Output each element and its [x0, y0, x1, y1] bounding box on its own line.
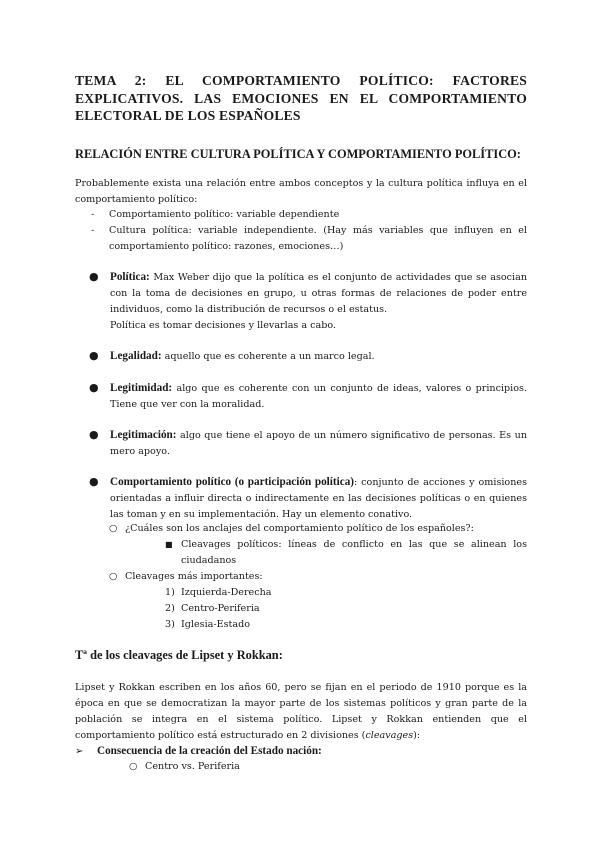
sub-item-cleavages-importantes: ○ Cleavages más importantes:	[125, 569, 527, 585]
bullet-dot-icon: ●	[89, 381, 99, 394]
term-legitimidad: Legitimidad:	[110, 382, 173, 394]
section-heading-lipset: Tª de los cleavages de Lipset y Rokkan:	[75, 648, 283, 662]
arrow-marker-icon: ➢	[75, 746, 84, 757]
sub-item-centro-periferia: ○ Centro vs. Periferia	[145, 759, 445, 775]
page-title: TEMA 2: EL COMPORTAMIENTO POLÍTICO: FACTORES EXPLICATIVOS. LAS EMOCIONES EN EL COMPORTAMIENTO ELECTORAL DE LOS ESPAÑOLES	[75, 73, 527, 123]
bullet-legalidad: ● Legalidad: aquello que es coherente a un marco legal.	[89, 349, 375, 362]
numbered-item-1: 1) Izquierda-Derecha	[165, 587, 272, 598]
lipset-paragraph: Lipset y Rokkan escriben en los años 60, pero se fijan en el periodo de 1910 porque es la época en que se democratizan la mayor parte de los sistemas políticos y gran parte de la población se integra en el sistema político. Lipset y Rokkan entienden que el comportamiento político está estructurado en 2 divisiones (cleavages):	[75, 682, 527, 741]
intro-paragraph: Probablemente exista una relación entre ambos conceptos y la cultura política influya en el comportamiento político:	[75, 178, 527, 205]
bullet-politica: ● Política: Max Weber dijo que la política es el conjunto de actividades que se asocian con la toma de decisiones en grupo, u otras formas de relaciones de poder entre individuos, como la distribución de recursos o el estatus. Política es tomar decisiones y llevarlas a cabo.	[89, 270, 527, 331]
bullet-dot-icon: ●	[89, 349, 99, 362]
politica-extra: Política es tomar decisiones y llevarlas a cabo.	[110, 320, 337, 331]
square-marker-icon: ■	[165, 540, 173, 549]
numbered-item-3: 3) Iglesia-Estado	[165, 619, 251, 630]
section-heading-relacion: RELACIÓN ENTRE CULTURA POLÍTICA Y COMPORTAMIENTO POLÍTICO:	[75, 147, 521, 161]
bullet-dot-icon: ●	[89, 270, 99, 283]
sub-item-anclajes: ○ ¿Cuáles son los anclajes del comportamiento político de los españoles?:	[125, 521, 527, 537]
circle-marker-icon: ○	[109, 571, 118, 582]
dash-marker: -	[91, 209, 95, 220]
bullet-dot-icon: ●	[89, 475, 99, 488]
bullet-dot-icon: ●	[89, 428, 99, 441]
circle-marker-icon: ○	[109, 523, 118, 534]
term-politica: Política:	[110, 271, 150, 283]
term-legitimacion: Legitimación:	[110, 429, 177, 441]
list-item: - Cultura política: variable independiente. (Hay más variables que influyen en el comportamiento político: razones, emociones…)	[91, 225, 527, 252]
circle-marker-icon: ○	[129, 761, 138, 772]
bullet-legitimacion: ● Legitimación: algo que tiene el apoyo de un número significativo de personas. Es un mero apoyo.	[89, 428, 527, 457]
sub-item-cleavages-politicos: ■ Cleavages políticos: líneas de conflicto en las que se alinean los ciudadanos	[165, 539, 527, 566]
bullet-comportamiento: ● Comportamiento político (o participación política): conjunto de acciones y omisiones orientadas a influir directa o indirectamente en las decisiones políticas o en quienes las toman y en su implementación. Hay un elemento conativo.	[89, 475, 527, 520]
dash-marker: -	[91, 225, 95, 236]
numbered-item-2: 2) Centro-Periferia	[165, 603, 260, 614]
term-legalidad: Legalidad:	[110, 350, 162, 362]
list-item: - Comportamiento político: variable dependiente	[75, 207, 527, 223]
dash-list	[75, 207, 527, 255]
bullet-legitimidad: ● Legitimidad: algo que es coherente con un conjunto de ideas, valores o principios. Tiene que ver con la moralidad.	[89, 381, 527, 410]
arrow-item-estado-nacion: ➢ Consecuencia de la creación del Estado nación:	[75, 743, 322, 760]
document-page	[75, 72, 527, 772]
term-comportamiento: Comportamiento político (o participación política)	[110, 476, 355, 488]
